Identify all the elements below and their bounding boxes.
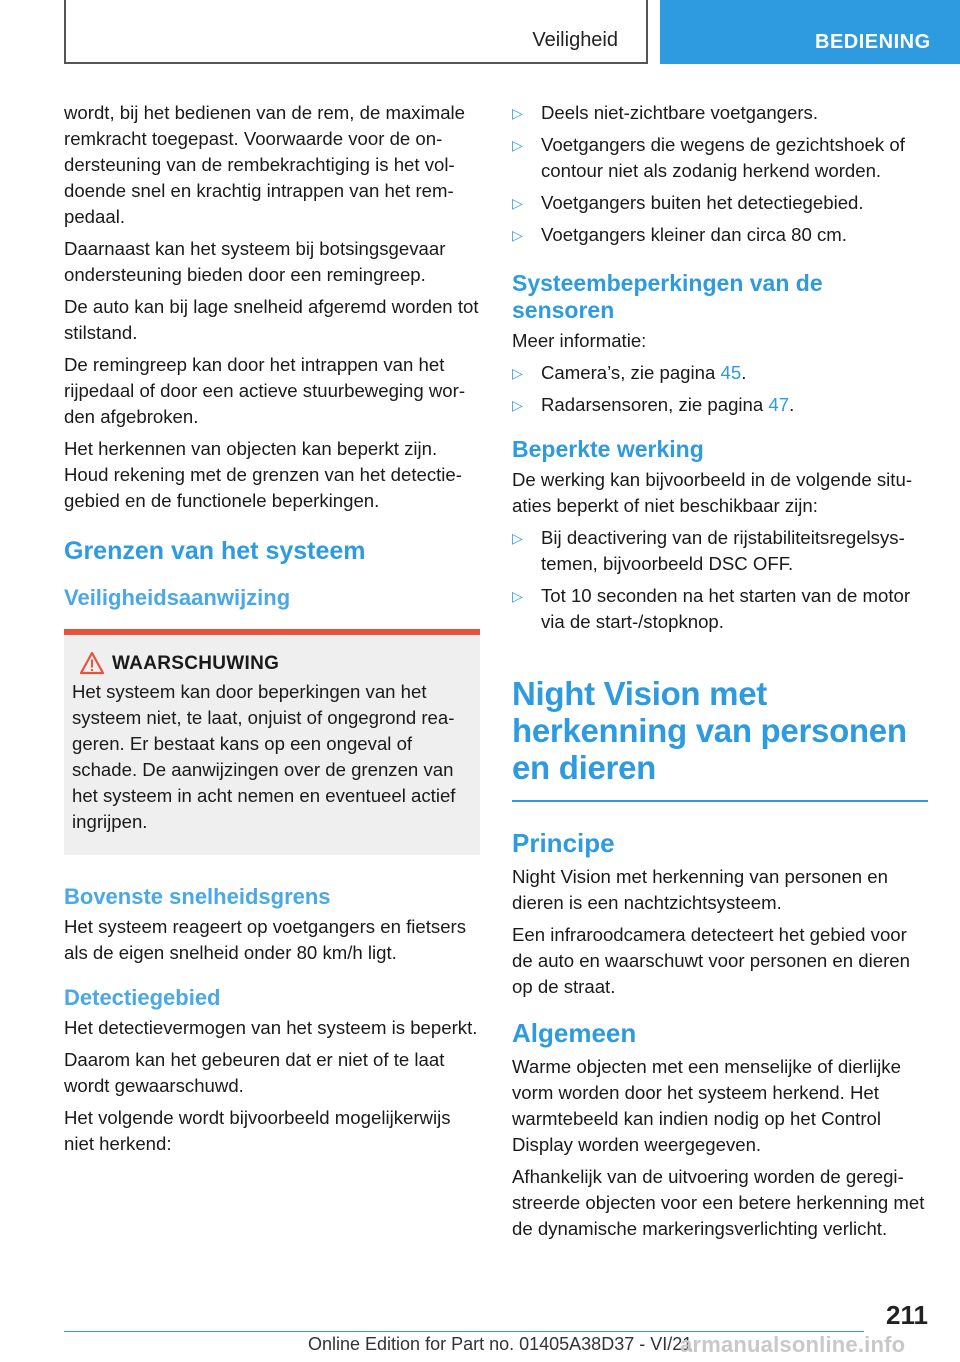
paragraph: Het detectievermogen van het systeem is beperkt. [64, 1017, 478, 1038]
footer-edition: Online Edition for Part no. 01405A38D37 - VI/21 [308, 1334, 693, 1354]
header-chapter-tab [660, 0, 960, 64]
page-link-cameras[interactable]: 45 [720, 362, 742, 383]
chapter-title: Night Vision met herkenning van personen en dieren [512, 675, 907, 786]
header-section-label: Veiligheid [532, 29, 618, 51]
page-link-radar-sensors[interactable]: 47 [768, 394, 790, 415]
warning-title: WAARSCHUWING [112, 653, 280, 674]
triangle-right-icon: ▷ [512, 588, 523, 604]
triangle-right-icon: ▷ [512, 365, 523, 381]
triangle-right-icon: ▷ [512, 105, 523, 121]
list-item: ▷ Camera’s, zie pagina 45. [512, 360, 928, 386]
paragraph: De werking kan bijvoorbeeld in de volgende situaties beperkt of niet beschikbaar zijn: [512, 469, 913, 516]
paragraph: Het herkennen van objecten kan beperkt zijn. Houd rekening met de grenzen van het detectiegebied en de functionele beperkingen. [64, 438, 462, 511]
list-item: ▷ Deels niet-zichtbare voetgangers. [512, 100, 928, 126]
warning-box [64, 629, 480, 855]
heading-safety-note: Veiligheidsaanwijzing [64, 585, 291, 610]
heading-general: Algemeen [512, 1018, 637, 1048]
list-item: ▷ Radarsensoren, zie pagina 47. [512, 392, 928, 418]
heading-detection-area: Detectiegebied [64, 985, 221, 1010]
triangle-right-icon: ▷ [512, 530, 523, 546]
list-item: ▷ Tot 10 seconden na het starten van de motor via de start-/stopknop. [512, 585, 911, 632]
triangle-right-icon: ▷ [512, 195, 523, 211]
sensor-list [512, 360, 928, 418]
paragraph: De remingreep kan door het intrappen van het rijpedaal of door een actieve stuurbeweging worden afgebroken. [64, 354, 466, 427]
title-divider [512, 800, 928, 802]
warning-text: Het systeem kan door beperkingen van het systeem niet, te laat, onjuist of ongegrond reageren. Er bestaat kans op een ongeval of schade. De aanwijzingen over de grenzen van het systeem in acht nemen en eventueel actief ingrijpen. [72, 681, 456, 832]
list-item: ▷ Voetgangers buiten het detectiegebied. [512, 190, 928, 216]
list-item: ▷ Voetgangers kleiner dan circa 80 cm. [512, 222, 928, 248]
heading-principle: Principe [512, 828, 615, 858]
paragraph: Warme objecten met een menselijke of dierlijke vorm worden door het systeem herkend. Het warmtebeeld kan indien nodig op het Control Display worden weergegeven. [512, 1056, 901, 1155]
warning-triangle-icon [72, 651, 112, 677]
triangle-right-icon: ▷ [512, 397, 523, 413]
list-item: ▷ Voetgangers die wegens de gezichtshoek of contour niet als zodanig herkend worden. [512, 134, 905, 181]
header-section-box [64, 0, 648, 64]
triangle-right-icon: ▷ [512, 227, 523, 243]
paragraph: Het volgende wordt bijvoorbeeld mogelijkerwijs niet herkend: [64, 1107, 451, 1154]
heading-system-limits: Grenzen van het systeem [64, 537, 366, 565]
paragraph: Een infraroodcamera detecteert het gebied voor de auto en waarschuwt voor personen en dieren op de straat. [512, 924, 910, 997]
heading-limited-operation: Beperkte werking [512, 436, 704, 462]
detection-list [512, 100, 928, 248]
right-column [512, 100, 928, 1248]
paragraph: Daarnaast kan het systeem bij botsingsgevaar ondersteuning bieden door een remingreep. [64, 238, 446, 285]
heading-upper-speed-limit: Bovenste snelheidsgrens [64, 884, 331, 909]
list-item: ▷ Bij deactivering van de rijstabiliteitsregelsystemen, bijvoorbeeld DSC OFF. [512, 527, 905, 574]
left-column [64, 100, 480, 1163]
footer-watermark: armanualsonline.info [680, 1332, 906, 1357]
limited-list [512, 525, 928, 635]
paragraph: De auto kan bij lage snelheid afgeremd worden tot stilstand. [64, 296, 479, 343]
paragraph: wordt, bij het bedienen van de rem, de maximale remkracht toegepast. Voorwaarde voor de ondersteuning van de rembekrachtiging is het voldoende snel en krachtig intrappen van het rempedaal. [64, 102, 466, 227]
paragraph: Daarom kan het gebeuren dat er niet of te laat wordt gewaarschuwd. [64, 1049, 445, 1096]
paragraph: Night Vision met herkenning van personen en dieren is een nachtzichtsysteem. [512, 866, 888, 913]
paragraph: Meer informatie: [512, 330, 647, 351]
header-chapter-label: BEDIENING [815, 31, 931, 53]
page-number: 211 [886, 1300, 928, 1330]
triangle-right-icon: ▷ [512, 137, 523, 153]
paragraph: Het systeem reageert op voetgangers en fietsers als de eigen snelheid onder 80 km/h ligt. [64, 916, 467, 963]
paragraph: Afhankelijk van de uitvoering worden de geregistreerde objecten voor een betere herkenning met de dynamische markeringsverlichting verlicht. [512, 1166, 925, 1239]
heading-sensor-limitations: Systeembeperkingen van de sensoren [512, 270, 823, 323]
